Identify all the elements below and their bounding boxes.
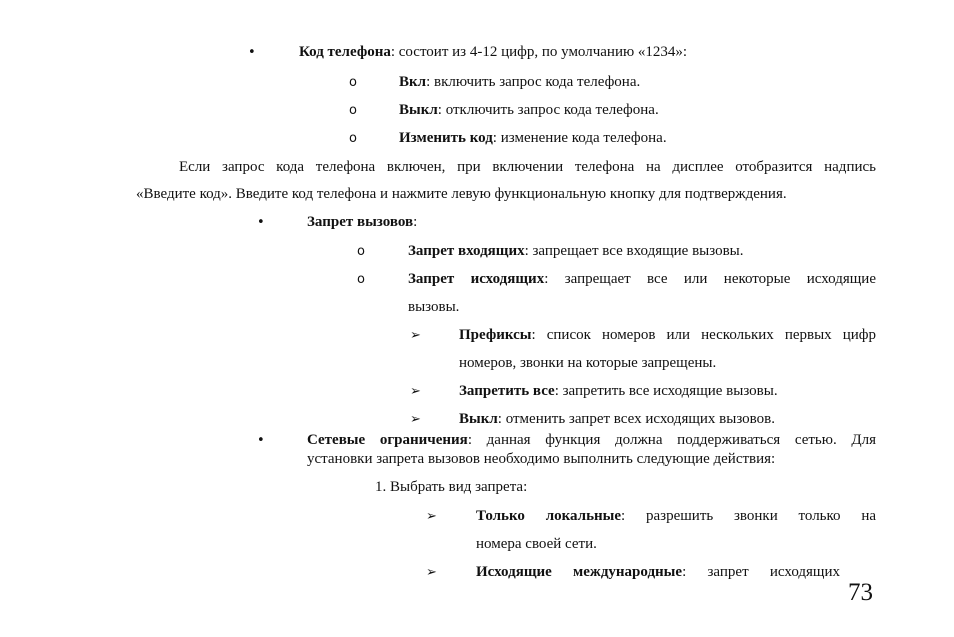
numbered-step: 1. Выбрать вид запрета:	[375, 479, 528, 495]
arrow-bullet-icon: ➢	[410, 412, 421, 427]
circle-bullet-icon: o	[357, 244, 365, 259]
item-text: :	[413, 214, 418, 230]
item-term: Изменить код	[399, 130, 493, 146]
list-item	[459, 410, 775, 428]
paragraph-line: «Введите код». Введите код телефона и нажмите левую функциональную кнопку для подтверждения.	[136, 186, 787, 202]
item-text: : запрещает все или некоторые исходящие	[544, 271, 876, 287]
item-term: Запретить все	[459, 383, 555, 399]
list-item	[299, 43, 687, 61]
item-term: Запрет входящих	[408, 243, 525, 259]
list-item-continuation: вызовы.	[408, 299, 460, 315]
list-item	[476, 507, 876, 525]
list-item-continuation: номера своей сети.	[476, 536, 597, 552]
item-term: Выкл	[459, 411, 498, 427]
item-term: Вкл	[399, 74, 427, 90]
bullet-icon: •	[248, 45, 256, 60]
item-term: Сетевые ограничения	[307, 432, 468, 448]
item-text: : отключить запрос кода телефона.	[437, 102, 659, 118]
item-text: : список номеров или нескольких первых цифр	[531, 327, 876, 343]
list-item	[307, 431, 876, 449]
paragraph-line: Если запрос кода телефона включен, при включении телефона на дисплее отобразится надпись	[179, 159, 876, 175]
arrow-bullet-icon: ➢	[410, 328, 421, 343]
item-text: : разрешить звонки только на	[621, 508, 877, 524]
arrow-bullet-icon: ➢	[426, 509, 437, 524]
circle-bullet-icon: o	[349, 103, 357, 118]
item-term: Выкл	[399, 102, 438, 118]
arrow-bullet-icon: ➢	[426, 565, 437, 580]
item-term: Код телефона	[299, 44, 391, 60]
item-text: : данная функция должна поддерживаться сетью. Для	[467, 432, 876, 448]
item-text: : включить запрос кода телефона.	[426, 74, 641, 90]
list-item-continuation: установки запрета вызовов необходимо выполнить следующие действия:	[307, 451, 776, 467]
item-term: Исходящие международные	[476, 564, 683, 580]
list-item	[399, 129, 667, 147]
list-item	[399, 73, 640, 91]
bullet-icon: •	[257, 215, 265, 230]
circle-bullet-icon: o	[349, 75, 357, 90]
item-text: : состоит из 4-12 цифр, по умолчанию «1234»:	[390, 44, 688, 60]
item-text: : изменение кода телефона.	[492, 130, 667, 146]
list-item	[399, 101, 659, 119]
list-item	[408, 242, 744, 260]
item-text: : отменить запрет всех исходящих вызовов.	[497, 411, 775, 427]
item-term: Только локальные	[476, 508, 622, 524]
item-text: : запрет исходящих	[682, 564, 840, 580]
circle-bullet-icon: o	[357, 272, 365, 287]
page-number: 73	[848, 579, 873, 606]
list-item	[408, 270, 876, 288]
list-item	[476, 563, 840, 581]
list-item-continuation: номеров, звонки на которые запрещены.	[459, 355, 717, 371]
circle-bullet-icon: o	[349, 131, 357, 146]
item-term: Префиксы	[459, 327, 532, 343]
item-text: : запрещает все входящие вызовы.	[524, 243, 744, 259]
item-text: : запретить все исходящие вызовы.	[554, 383, 778, 399]
arrow-bullet-icon: ➢	[410, 384, 421, 399]
bullet-icon: •	[257, 433, 265, 448]
item-term: Запрет исходящих	[408, 271, 545, 287]
item-term: Запрет вызовов	[307, 214, 414, 230]
list-item	[459, 382, 778, 400]
list-item	[459, 326, 876, 344]
list-item	[307, 213, 417, 231]
